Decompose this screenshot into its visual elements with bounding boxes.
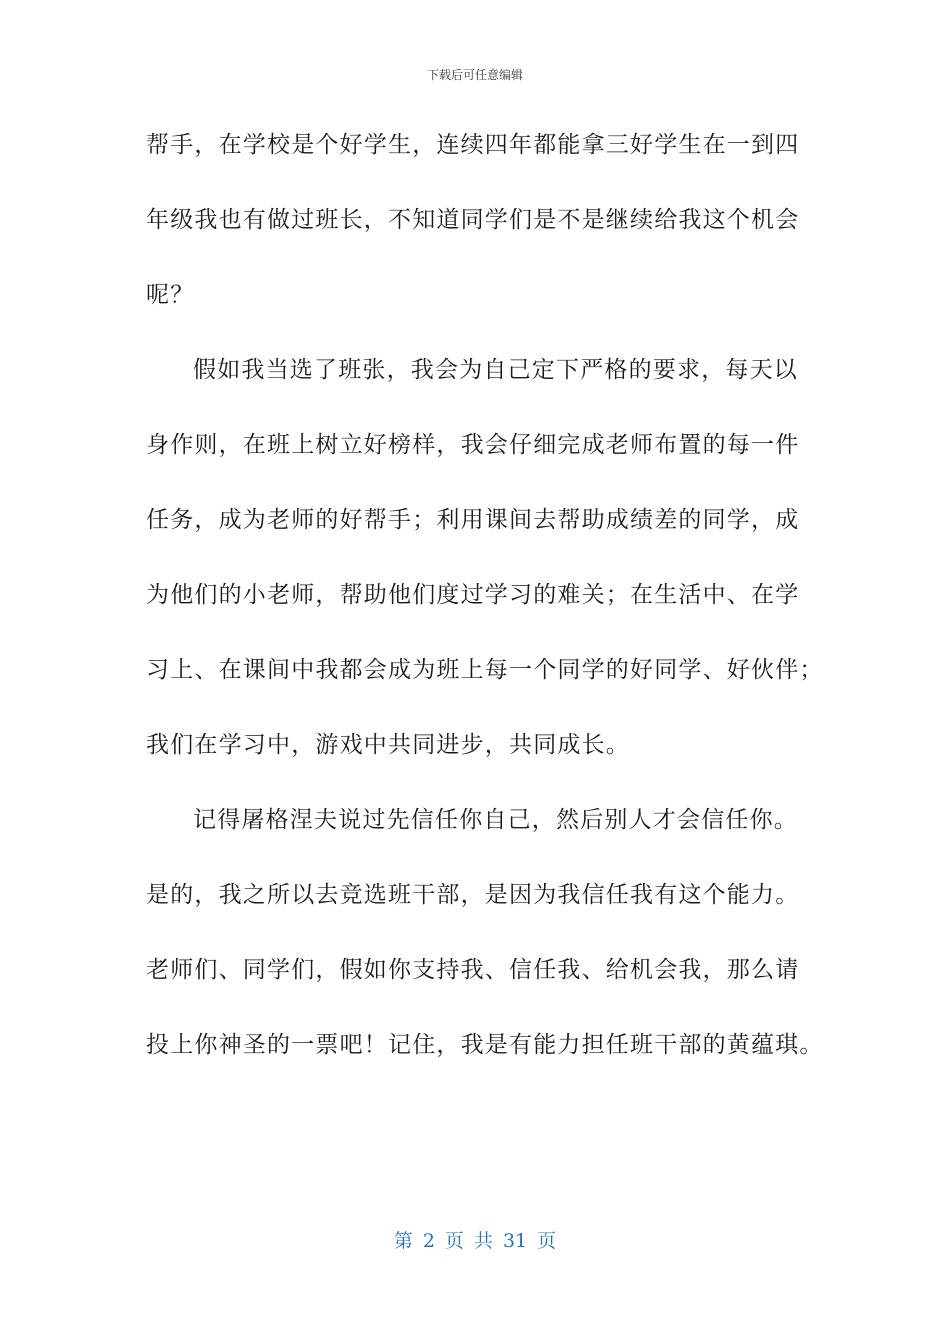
footer-prefix: 第 xyxy=(393,1230,413,1252)
body-line: 年级我也有做过班长，不知道同学们是不是继续给我这个机会 xyxy=(146,207,800,233)
footer-page-number: 2 xyxy=(422,1230,435,1252)
body-line: 身作则，在班上树立好榜样，我会仔细完成老师布置的每一件 xyxy=(146,432,800,458)
footer-suffix: 页 xyxy=(537,1230,557,1252)
body-line: 投上你神圣的一票吧！记住，我是有能力担任班干部的黄蕴琪。 xyxy=(146,1032,824,1058)
body-line: 老师们、同学们，假如你支持我、信任我、给机会我，那么请 xyxy=(146,957,800,983)
footer-mid: 页 共 xyxy=(444,1230,493,1252)
body-line: 任务，成为老师的好帮手；利用课间去帮助成绩差的同学，成 xyxy=(146,507,800,533)
body-line: 帮手，在学校是个好学生，连续四年都能拿三好学生在一到四 xyxy=(146,132,800,158)
body-line: 我们在学习中，游戏中共同进步，共同成长。 xyxy=(146,732,630,758)
document-body xyxy=(146,122,824,1097)
body-line: 为他们的小老师，帮助他们度过学习的难关；在生活中、在学 xyxy=(146,582,800,608)
paragraph-start-line: 假如我当选了班张，我会为自己定下严格的要求，每天以 xyxy=(193,357,798,383)
footer-total-pages: 31 xyxy=(502,1230,528,1252)
body-line: 是的，我之所以去竞选班干部，是因为我信任我有这个能力。 xyxy=(146,882,800,908)
page-footer xyxy=(0,1226,950,1253)
paragraph-start-line: 记得屠格涅夫说过先信任你自己，然后别人才会信任你。 xyxy=(193,807,798,833)
page-header: 下载后可任意编辑 xyxy=(426,68,523,82)
body-line: 习上、在课间中我都会成为班上每一个同学的好同学、好伙伴； xyxy=(146,657,824,683)
body-line: 呢？ xyxy=(146,282,195,308)
